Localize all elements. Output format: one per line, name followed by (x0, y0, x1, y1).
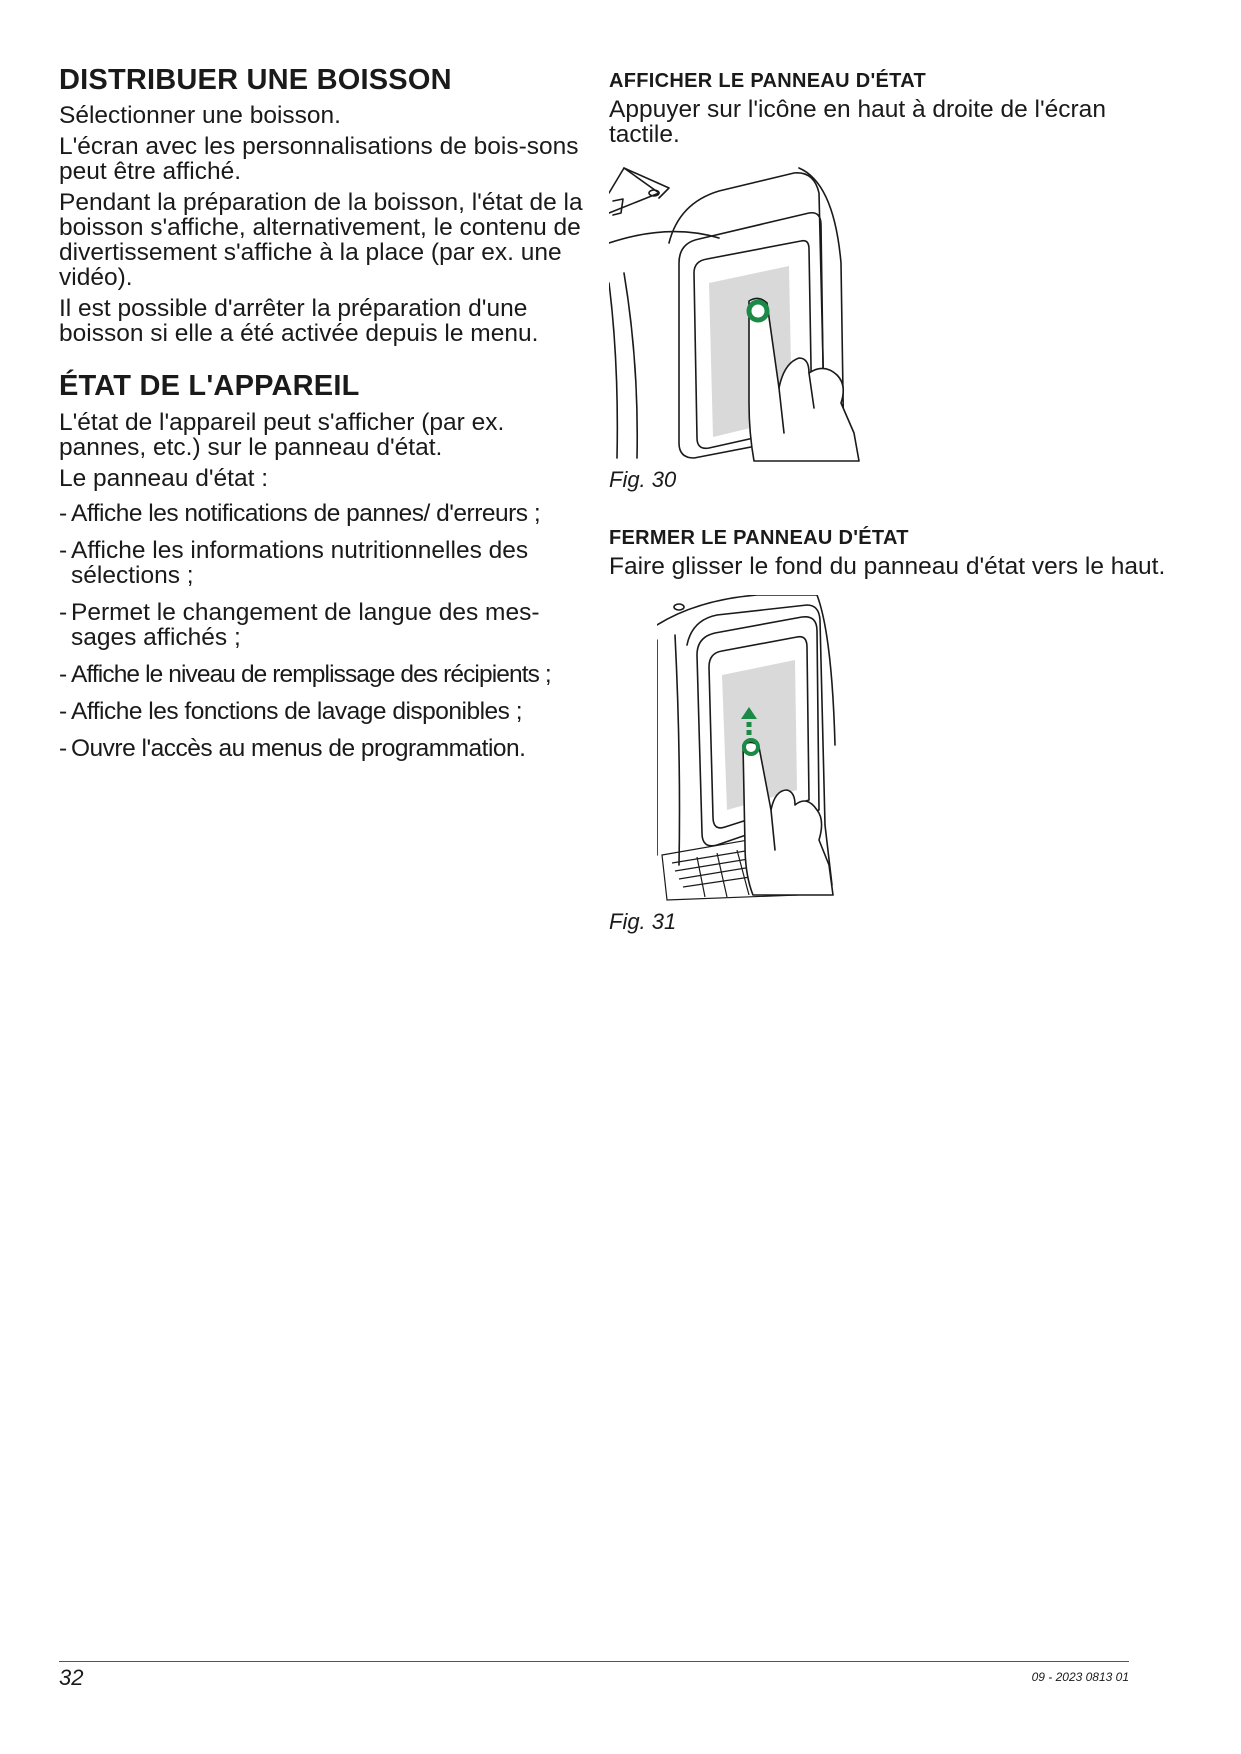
list-item: - Affiche les fonctions de lavage disponibles ; (59, 699, 589, 724)
list-item: - Ouvre l'accès au menus de programmation. (59, 736, 589, 761)
page-number: 32 (59, 1665, 84, 1690)
figure-caption: Fig. 31 (609, 909, 677, 934)
section-heading-distribuer: DISTRIBUER UNE BOISSON (59, 64, 452, 96)
subheading-fermer-panneau: FERMER LE PANNEAU D'ÉTAT (609, 527, 909, 549)
footer-divider (59, 1661, 1129, 1662)
left-column (59, 64, 589, 773)
paragraph: L'écran avec les personnalisations de bois-sons peut être affiché. (59, 133, 579, 186)
paragraph: Appuyer sur l'icône en haut à droite de l'écran tactile. (609, 96, 1106, 148)
fig-30-tap-illustration (609, 163, 889, 463)
section-heading-etat: ÉTAT DE L'APPAREIL (59, 370, 360, 403)
paragraph: Faire glisser le fond du panneau d'état vers le haut. (609, 553, 1166, 580)
paragraph: Pendant la préparation de la boisson, l'état de la boisson s'affiche, alternativement, le contenu de divertissement s'affiche à la place (par ex. une vidéo). (59, 189, 583, 292)
paragraph: Sélectionner une boisson. (59, 102, 341, 130)
subheading-afficher-panneau: AFFICHER LE PANNEAU D'ÉTAT (609, 70, 926, 92)
document-code: 09 - 2023 0813 01 (1031, 1670, 1129, 1684)
paragraph: Le panneau d'état : (59, 464, 269, 492)
list-item: - Affiche le niveau de remplissage des récipients ; (59, 662, 589, 687)
figure-caption: Fig. 30 (609, 467, 677, 492)
status-panel-feature-list (59, 501, 589, 761)
fig-31-swipe-illustration (657, 595, 857, 905)
list-item: - Affiche les notifications de pannes/ d'erreurs ; (59, 501, 589, 526)
list-item: - Affiche les informations nutritionnelles des sélections ; (59, 538, 589, 588)
right-column (609, 70, 1169, 935)
paragraph: Il est possible d'arrêter la préparation d'une boisson si elle a été activée depuis le menu. (59, 295, 539, 348)
paragraph: L'état de l'appareil peut s'afficher (par ex. pannes, etc.) sur le panneau d'état. (59, 408, 505, 461)
list-item: - Permet le changement de langue des mes-sages affichés ; (59, 600, 589, 650)
